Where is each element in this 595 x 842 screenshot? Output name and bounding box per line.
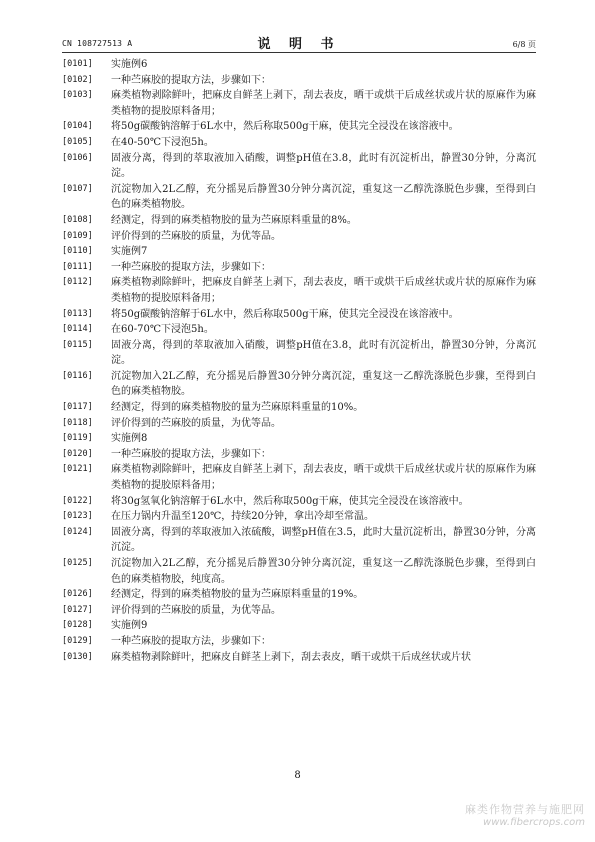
paragraph [62,525,536,556]
paragraph-number: [0129] [62,635,93,646]
paragraph-text: 评价得到的苎麻胶的质量，为优等品。 [111,230,281,242]
paragraph-number: [0103] [62,90,93,101]
paragraph-text: 沉淀物加入2L乙醇，充分摇晃后静置30分钟分离沉淀，重复这一乙醇洗涤脱色步骤，至得到白色的麻类植物胶。 [111,183,536,211]
paragraph [62,151,536,182]
paragraph-text: 一种苎麻胶的提取方法，步骤如下： [111,261,271,273]
document-title: 说 明 书 [257,37,341,52]
paragraph-number: [0116] [62,370,93,381]
paragraph-number: [0108] [62,214,93,225]
paragraph [62,229,536,245]
paragraph-text: 一种苎麻胶的提取方法，步骤如下： [111,74,271,86]
watermark-title: 麻类作物营养与施肥网 [465,803,585,816]
page-header [62,30,536,53]
paragraph-number: [0128] [62,620,93,631]
paragraph-number: [0102] [62,74,93,85]
paragraph-number: [0119] [62,433,93,444]
paragraph [62,587,536,603]
paragraph [62,338,536,369]
paragraph-number: [0114] [62,324,93,335]
paragraph [62,447,536,463]
paragraph-text: 在40-50℃下浸泡5h。 [111,136,214,148]
paragraph-text: 麻类植物剥除鲜叶，把麻皮自鲜茎上剥下，刮去表皮，晒干或烘干后成丝状或片状的原麻作为麻类植物的提胶原料备用； [111,464,536,492]
paragraph-text: 固液分离，得到的萃取液加入硝酸，调整pH值在3.8，此时有沉淀析出，静置30分钟，分离沉淀。 [111,339,536,367]
paragraph [62,556,536,587]
paragraph-number: [0117] [62,402,93,413]
paragraph [62,73,536,89]
paragraph [62,369,536,400]
paragraph-text: 在压力锅内升温至120℃，持续20分钟，拿出冷却至常温。 [111,511,374,523]
paragraph-text: 经测定，得到的麻类植物胶的量为苎麻原料重量的8%。 [111,214,357,226]
paragraph-number: [0112] [62,277,93,288]
paragraph-number: [0101] [62,59,93,69]
paragraph-text: 将50g碳酸钠溶解于6L水中，然后称取500g干麻，使其完全浸没在该溶液中。 [111,121,459,133]
paragraph-text: 实施例7 [111,246,148,258]
paragraph-text: 沉淀物加入2L乙醇，充分摇晃后静置30分钟分离沉淀，重复这一乙醇洗涤脱色步骤，至得到白色的麻类植物胶，纯度高。 [111,558,536,585]
paragraph-number: [0122] [62,495,93,506]
paragraph-number: [0126] [62,589,93,600]
paragraph-text: 实施例9 [111,620,148,632]
paragraph [62,88,536,119]
paragraph-number: [0123] [62,511,93,522]
paragraph-text: 麻类植物剥除鲜叶，把麻皮自鲜茎上剥下，刮去表皮，晒干或烘干后成丝状或片状的原麻作为麻类植物的提胶原料备用； [111,90,536,117]
paragraph-text: 经测定，得到的麻类植物胶的量为苎麻原料重量的19%。 [111,589,364,601]
watermark [465,801,585,828]
page-fraction: 6/8 页 [512,40,536,49]
paragraph [62,618,536,634]
paragraph [62,119,536,135]
paragraph-text: 评价得到的苎麻胶的质量，为优等品。 [111,604,281,616]
paragraph-number: [0125] [62,558,93,568]
paragraph-number: [0130] [62,651,93,662]
paragraph-number: [0109] [62,230,93,241]
paragraph [62,509,536,525]
paragraph [62,603,536,619]
paragraph-text: 在60-70℃下浸泡5h。 [111,324,214,336]
paragraph-text: 一种苎麻胶的提取方法，步骤如下： [111,448,271,460]
paragraph [62,462,536,493]
paragraph [62,260,536,276]
paragraph-text: 经测定，得到的麻类植物胶的量为苎麻原料重量的10%。 [111,402,364,414]
paragraph [62,275,536,306]
paragraph-number: [0105] [62,136,93,147]
watermark-url: www.fibercrops.com [483,817,585,828]
paragraph [62,400,536,416]
paragraph [62,135,536,151]
paragraph-number: [0106] [62,152,93,163]
paragraph [62,650,536,666]
paragraph-number: [0115] [62,339,93,350]
paragraph-text: 评价得到的苎麻胶的质量，为优等品。 [111,417,281,429]
paragraph-text: 一种苎麻胶的提取方法，步骤如下： [111,635,271,647]
paragraph-number: [0121] [62,464,93,475]
paragraph-text: 将50g碳酸钠溶解于6L水中，然后称取500g干麻，使其完全浸没在该溶液中。 [111,308,459,320]
paragraph [62,244,536,260]
paragraph-number: [0127] [62,604,93,615]
paragraph-text: 固液分离，得到的萃取液加入浓硫酸，调整pH值在3.5，此时大量沉淀析出，静置30分钟，分离沉淀。 [111,526,536,554]
paragraph [62,416,536,432]
paragraph [62,322,536,338]
paragraph [62,57,536,73]
paragraph [62,213,536,229]
document-body [62,57,536,665]
page-number: 8 [294,770,301,781]
paragraph-number: [0111] [62,261,93,272]
paragraph-number: [0118] [62,417,93,428]
paragraph-number: [0124] [62,526,93,537]
paragraph-text: 麻类植物剥除鲜叶，把麻皮自鲜茎上剥下，刮去表皮，晒干或烘干后成丝状或片状 [111,651,471,663]
paragraph-number: [0113] [62,308,93,319]
paragraph-number: [0110] [62,246,93,257]
paragraph-number: [0107] [62,183,93,194]
paragraph-text: 固液分离，得到的萃取液加入硝酸，调整pH值在3.8，此时有沉淀析出，静置30分钟，分离沉淀。 [111,152,536,180]
paragraph-text: 麻类植物剥除鲜叶，把麻皮自鲜茎上剥下，刮去表皮，晒干或烘干后成丝状或片状的原麻作为麻类植物的提胶原料备用； [111,277,536,304]
paragraph [62,494,536,510]
paragraph [62,431,536,447]
paragraph-text: 将30g氢氧化钠溶解于6L水中，然后称取500g干麻，使其完全浸没在该溶液中。 [111,495,469,507]
paragraph-text: 实施例6 [111,59,148,70]
paragraph [62,182,536,213]
paragraph-number: [0120] [62,448,93,459]
paragraph [62,307,536,323]
patent-number: CN 108727513 A [62,39,133,48]
paragraph-text: 沉淀物加入2L乙醇，充分摇晃后静置30分钟分离沉淀，重复这一乙醇洗涤脱色步骤，至得到白色的麻类植物胶。 [111,370,536,398]
paragraph [62,634,536,650]
paragraph-text: 实施例8 [111,433,148,445]
paragraph-number: [0104] [62,121,93,132]
